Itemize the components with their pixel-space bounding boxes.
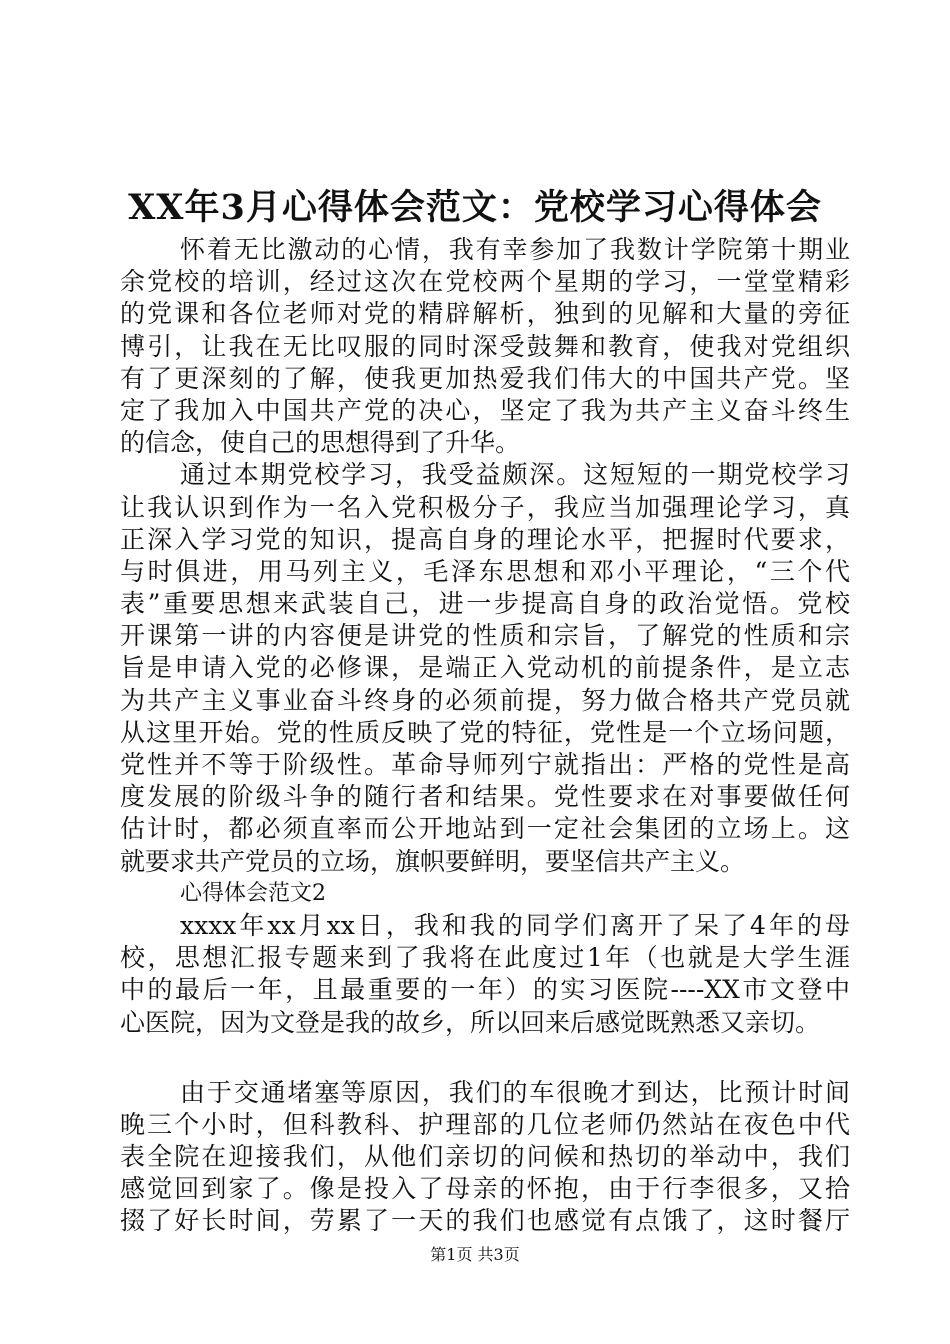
document-body xyxy=(120,234,850,1238)
text-line: 通过本期党校学习，我受益颇深。这短短的一期党校学习 xyxy=(180,460,850,490)
text-line: 中的最后一年，且最重要的一年）的实习医院----XX市文登中 xyxy=(120,975,850,1005)
text-line: 感觉回到家了。像是投入了母亲的怀抱，由于行李很多，又拾 xyxy=(120,1174,850,1204)
page-footer: 第1页 共3页 xyxy=(430,1245,520,1264)
text-line: 掇了好长时间，劳累了一天的我们也感觉有点饿了，这时餐厅 xyxy=(120,1206,850,1236)
paragraph-4 xyxy=(120,1077,850,1238)
text-line: 与时俱进，用马列主义，毛泽东思想和邓小平理论，“三个代 xyxy=(120,556,850,586)
text-line: 校，思想汇报专题来到了我将在此度过1年（也就是大学生涯 xyxy=(120,943,850,973)
text-line: xxxx年xx月xx日，我和我的同学们离开了呆了4年的母 xyxy=(180,910,850,940)
text-line: 从这里开始。党的性质反映了党的特征，党性是一个立场问题， xyxy=(120,717,850,747)
text-line: 定了我加入中国共产党的决心，坚定了我为共产主义奋斗终生 xyxy=(120,395,850,425)
text-line: 让我认识到作为一名入党积极分子，我应当加强理论学习，真 xyxy=(120,492,850,522)
paragraph-2 xyxy=(120,459,850,877)
text-line: 表”重要思想来武装自己，进一步提高自身的政治觉悟。党校 xyxy=(120,589,850,619)
text-line: 开课第一讲的内容便是讲党的性质和宗旨，了解党的性质和宗 xyxy=(120,621,850,651)
text-line: 估计时，都必须直率而公开地站到一定社会集团的立场上。这 xyxy=(120,814,850,844)
document-title: XX年3月心得体会范文：党校学习心得体会 xyxy=(128,187,822,228)
text-line: 博引，让我在无比叹服的同时深受鼓舞和教育，使我对党组织 xyxy=(120,331,850,361)
paragraph-1 xyxy=(120,234,850,459)
text-line: 度发展的阶级斗争的随行者和结果。党性要求在对事要做任何 xyxy=(120,782,850,812)
text-line: 怀着无比激动的心情，我有幸参加了我数计学院第十期业 xyxy=(180,235,850,264)
text-line: 有了更深刻的了解，使我更加热爱我们伟大的中国共产党。坚 xyxy=(120,363,850,393)
text-line: 为共产主义事业奋斗终身的必须前提，努力做合格共产党员就 xyxy=(120,685,850,715)
text-line: 党性并不等于阶级性。革命导师列宁就指出：严格的党性是高 xyxy=(120,750,850,779)
text-line: 的党课和各位老师对党的精辟解析，独到的见解和大量的旁征 xyxy=(120,299,850,329)
text-line: 的信念，使自己的思想得到了升华。 xyxy=(120,428,521,458)
section-subheading: 心得体会范文2 xyxy=(180,880,326,906)
text-line: 心医院，因为文登是我的故乡，所以回来后感觉既熟悉又亲切。 xyxy=(120,1007,821,1037)
text-line: 晚三个小时，但科教科、护理部的几位老师仍然站在夜色中代 xyxy=(120,1109,850,1139)
text-line: 表全院在迎接我们，从他们亲切的问候和热切的举动中，我们 xyxy=(120,1142,850,1172)
paragraph-3 xyxy=(120,910,850,1039)
text-line: 旨是申请入党的必修课，是端正入党动机的前提条件，是立志 xyxy=(120,653,850,683)
blank-line xyxy=(120,1039,850,1077)
text-line: 余党校的培训，经过这次在党校两个星期的学习，一堂堂精彩 xyxy=(120,267,850,297)
text-line: 由于交通堵塞等原因，我们的车很晚才到达，比预计时间 xyxy=(180,1077,850,1107)
text-line: 正深入学习党的知识，提高自身的理论水平，把握时代要求， xyxy=(120,524,850,554)
text-line: 就要求共产党员的立场，旗帜要鲜明，要坚信共产主义。 xyxy=(120,846,746,876)
